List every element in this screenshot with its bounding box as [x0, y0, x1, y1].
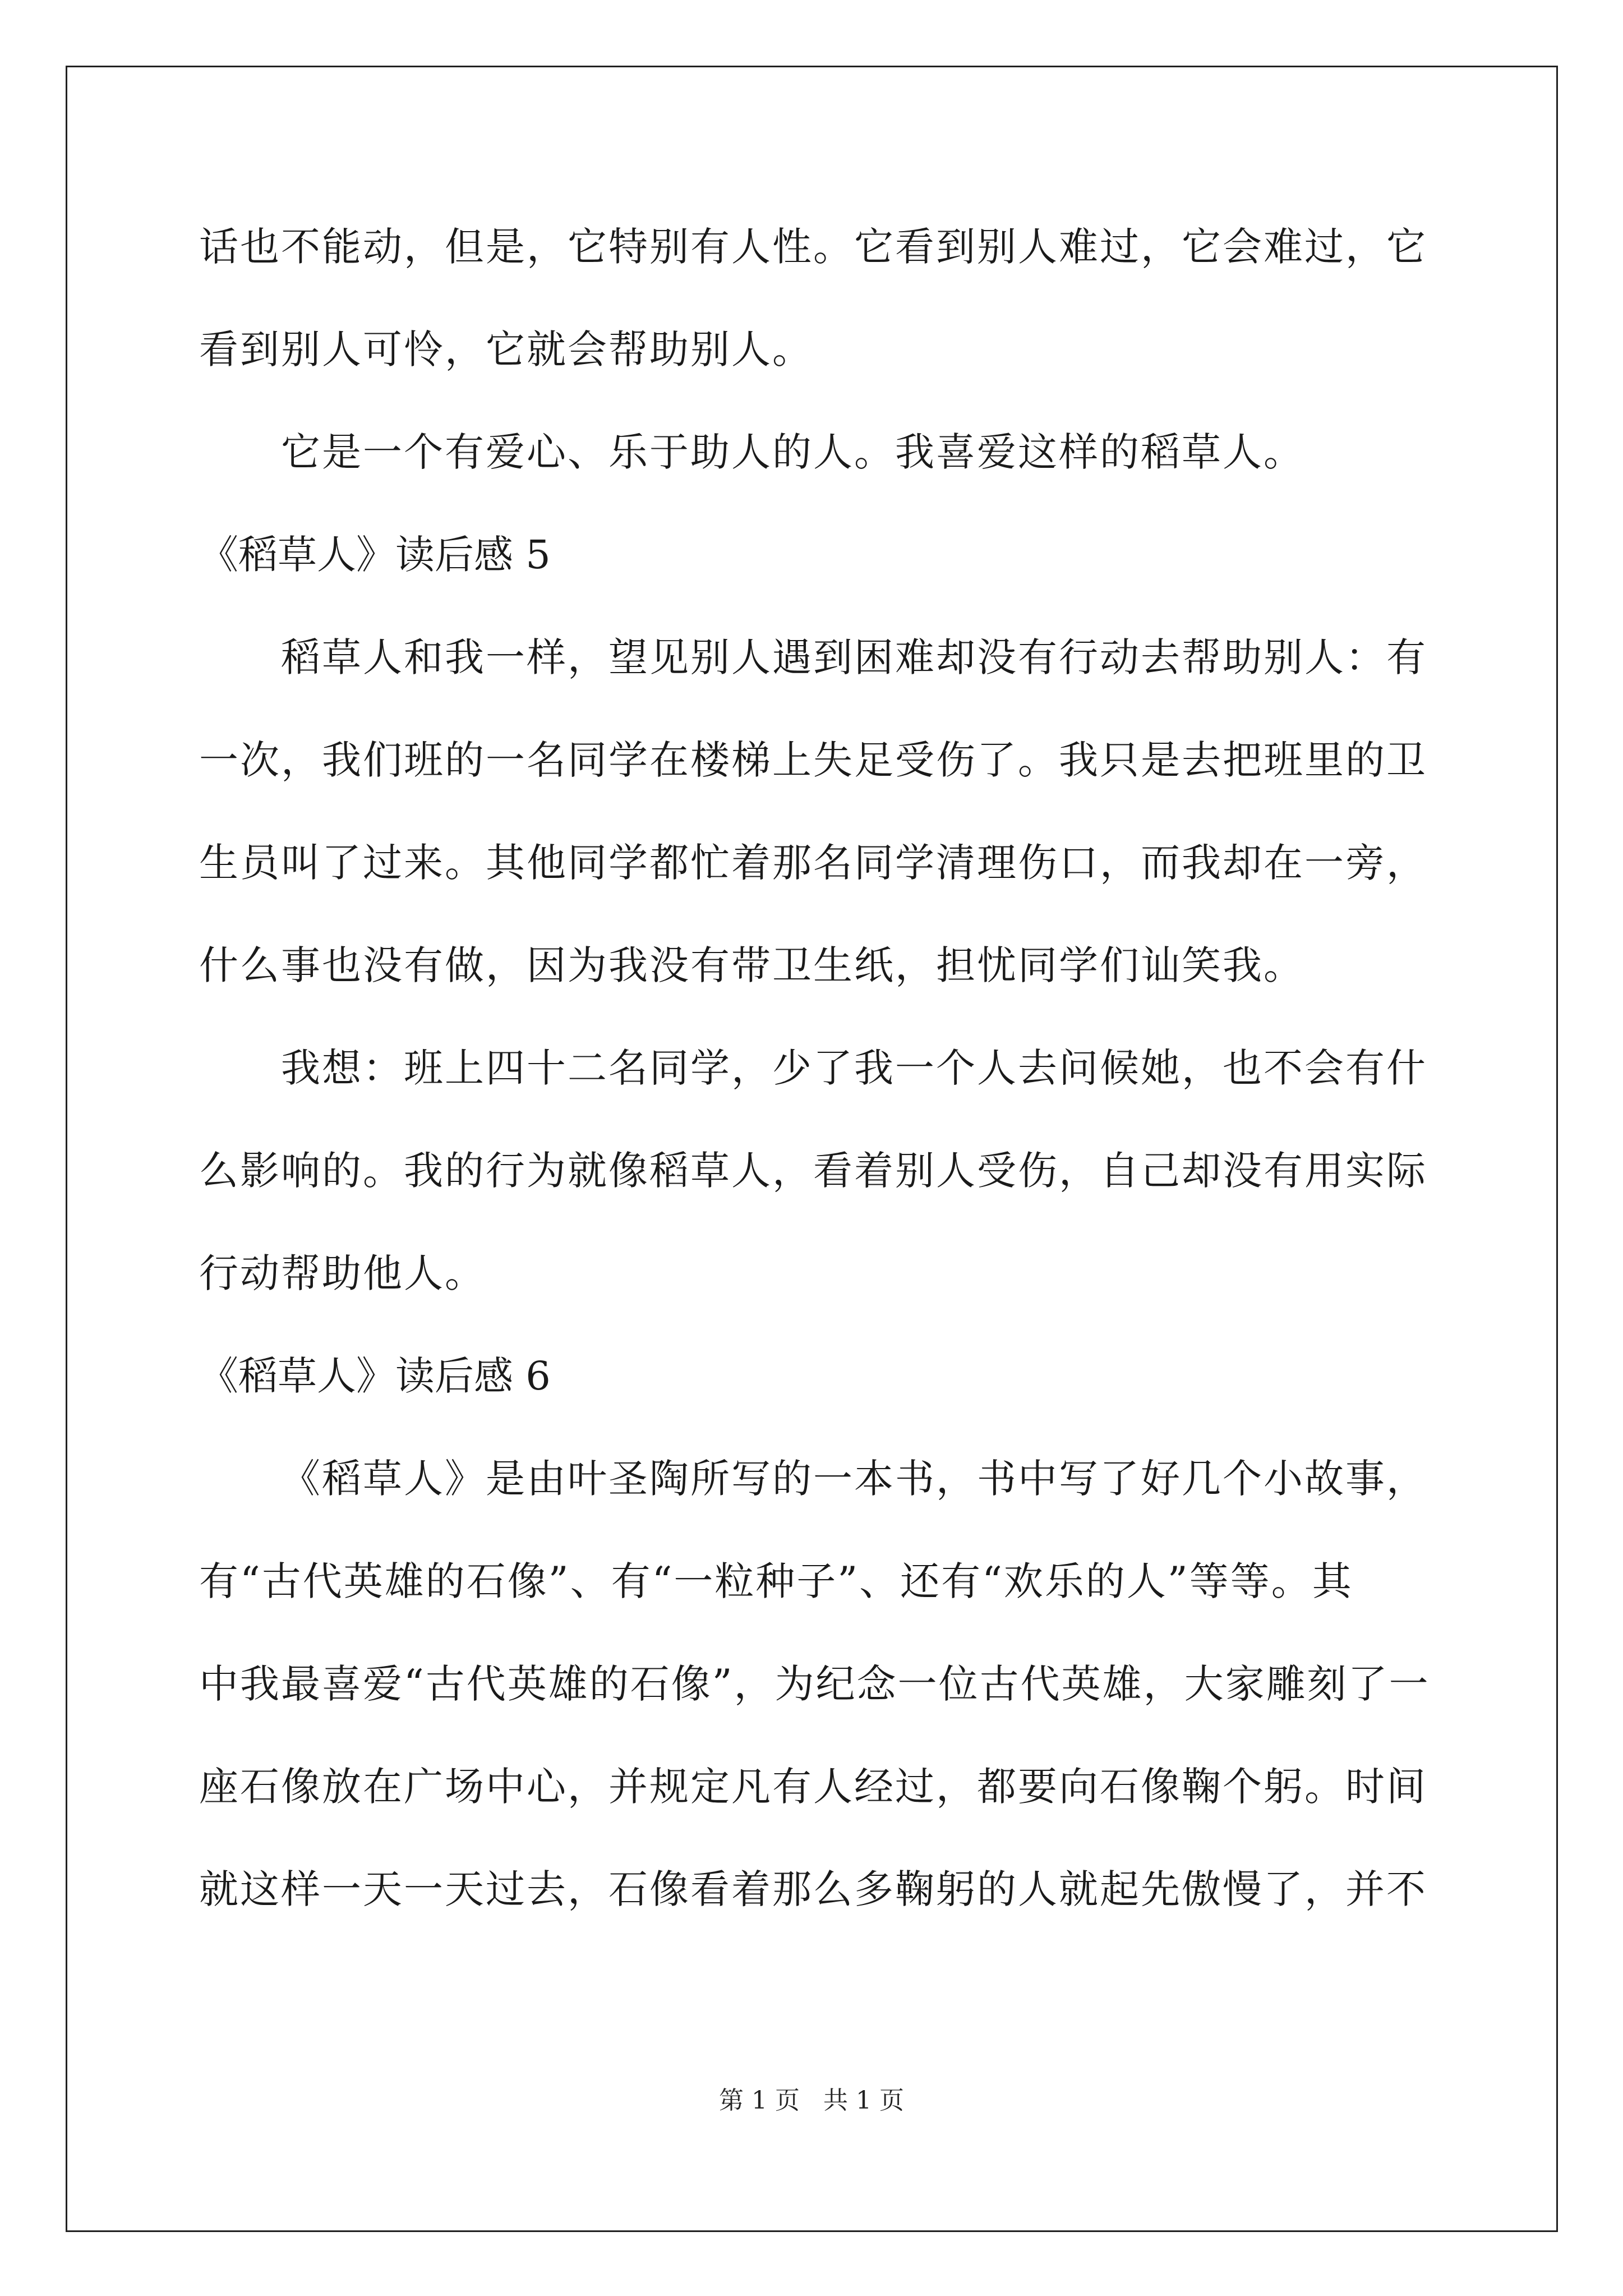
text-line: 座石像放在广场中心，并规定凡有人经过，都要向石像鞠个躬。时间 — [199, 1764, 1427, 1810]
text-line: 它是一个有爱心、乐于助人的人。我喜爱这样的稻草人。 — [281, 429, 1304, 475]
text-line: 稻草人和我一样，望见别人遇到困难却没有行动去帮助别人：有 — [281, 634, 1427, 680]
page-footer: 第 1 页 共 1 页 — [719, 2086, 904, 2115]
text-line: 我想：班上四十二名同学，少了我一个人去问候她，也不会有什 — [281, 1045, 1427, 1091]
paragraph — [199, 424, 1433, 480]
text-line: 中我最喜爱“古代英雄的石像”，为纪念一位古代英雄，大家雕刻了一 — [199, 1661, 1430, 1707]
text-line: 么影响的。我的行为就像稻草人，看着别人受伤，自己却没有用实际 — [199, 1148, 1427, 1194]
text-line: 什么事也没有做，因为我没有带卫生纸，担忧同学们讪笑我。 — [199, 942, 1304, 988]
text-line: 一次，我们班的一名同学在楼梯上失足受伤了。我只是去把班里的卫 — [199, 737, 1427, 783]
document-body — [199, 219, 1433, 1964]
text-line: 有“古代英雄的石像”、有“一粒种子”、还有“欢乐的人”等等。其 — [199, 1558, 1353, 1604]
section-heading: 《稻草人》读后感 5 — [199, 532, 551, 578]
text-line: 就这样一天一天过去，石像看着那么多鞠躬的人就起先傲慢了，并不 — [199, 1866, 1427, 1912]
section-heading: 《稻草人》读后感 6 — [199, 1353, 551, 1399]
paragraph — [199, 1451, 1433, 1917]
paragraph — [199, 1040, 1433, 1301]
text-line: 看到别人可怜，它就会帮助别人。 — [199, 326, 813, 372]
text-line: 《稻草人》是由叶圣陶所写的一本书，书中写了好几个小故事， — [281, 1456, 1427, 1502]
paragraph — [199, 219, 1433, 378]
text-line: 行动帮助他人。 — [199, 1250, 486, 1296]
paragraph — [199, 629, 1433, 993]
text-line: 生员叫了过来。其他同学都忙着那名同学清理伤口，而我却在一旁， — [199, 840, 1427, 886]
text-line: 话也不能动，但是，它特别有人性。它看到别人难过，它会难过，它 — [199, 224, 1427, 270]
